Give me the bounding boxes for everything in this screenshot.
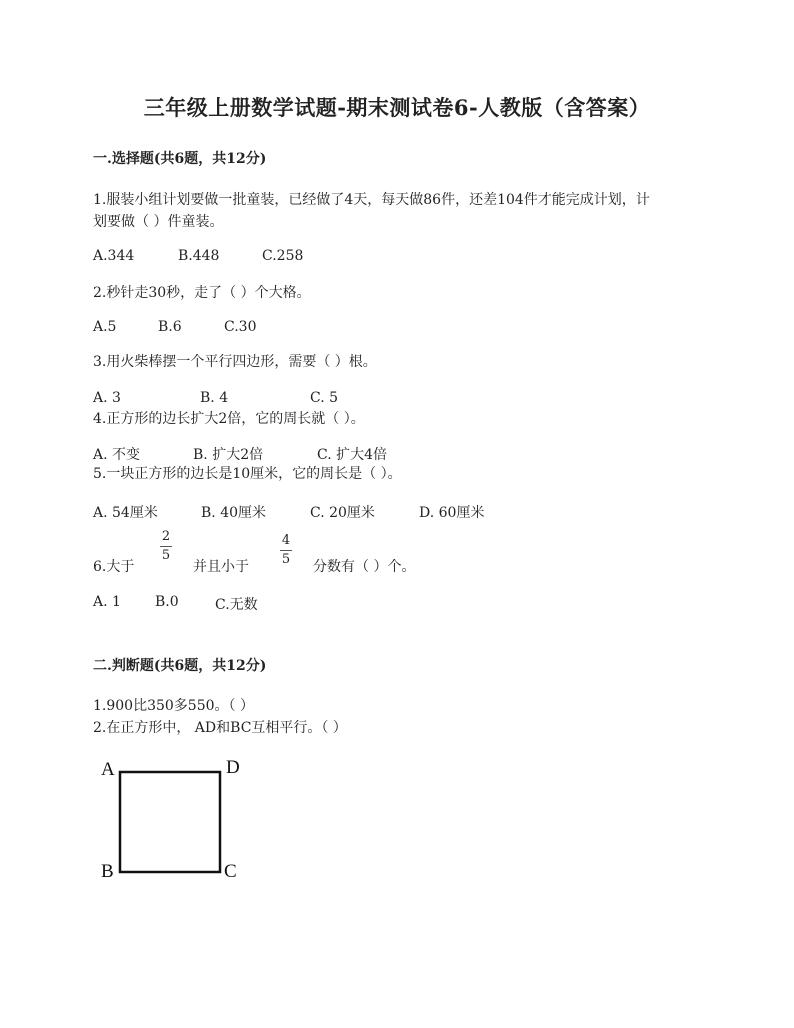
question-5-text: 5.一块正方形的边长是10厘米，它的周长是（ ）。	[93, 466, 402, 482]
square-outline	[120, 772, 220, 872]
fraction-1-numerator: 2	[161, 529, 171, 544]
question-4-text: 4.正方形的边长扩大2倍，它的周长就（ ）。	[93, 411, 365, 427]
question-4-option-a: A. 不变	[93, 447, 141, 463]
question-6-option-c: C.无数	[215, 597, 258, 613]
section-heading-judgement: 二.判断题(共6题，共12分)	[93, 658, 267, 674]
question-2-text: 2.秒针走30秒，走了（ ）个大格。	[93, 285, 311, 301]
vertex-label-b: B	[101, 861, 114, 882]
question-6-option-b: B.0	[155, 594, 179, 610]
question-3-option-b: B. 4	[200, 390, 229, 406]
fraction-1-bar	[160, 546, 172, 547]
question-6-part-2: 并且小于	[193, 559, 249, 575]
question-6-part-3: 分数有（ ）个。	[313, 559, 416, 575]
question-1-option-a: A.344	[93, 248, 135, 264]
square-figure	[95, 755, 255, 885]
page-title: 三年级上册数学试题-期末测试卷6-人教版（含答案）	[143, 95, 651, 120]
question-2-option-a: A.5	[93, 319, 117, 335]
question-1-option-b: B.448	[178, 248, 220, 264]
fraction-2-numerator: 4	[281, 533, 291, 548]
question-5-option-d: D. 60厘米	[419, 505, 485, 521]
judgement-2-text: 2.在正方形中， AD和BC互相平行。（ ）	[93, 720, 347, 736]
fraction-four-fifths	[278, 533, 294, 568]
vertex-label-a: A	[101, 759, 115, 780]
question-3-text: 3.用火柴棒摆一个平行四边形，需要（ ）根。	[93, 354, 377, 370]
question-2-option-b: B.6	[158, 319, 182, 335]
vertex-label-d: D	[226, 757, 240, 778]
fraction-1-denominator: 5	[161, 548, 171, 563]
question-2-option-c: C.30	[224, 319, 257, 335]
fraction-2-denominator: 5	[281, 552, 291, 567]
fraction-two-fifths	[158, 529, 174, 564]
question-6-part-1: 6.大于	[93, 559, 135, 575]
question-3-option-a: A. 3	[93, 390, 121, 406]
question-4-option-b: B. 扩大2倍	[193, 447, 264, 463]
section-heading-choice: 一.选择题(共6题，共12分)	[93, 151, 267, 167]
vertex-label-c: C	[224, 861, 237, 882]
question-4-option-c: C. 扩大4倍	[317, 447, 388, 463]
question-1-option-c: C.258	[262, 248, 304, 264]
question-3-option-c: C. 5	[310, 390, 339, 406]
question-5-option-c: C. 20厘米	[310, 505, 375, 521]
question-1-line-1: 1.服装小组计划要做一批童装，已经做了4天，每天做86件，还差104件才能完成计划，计	[93, 192, 650, 208]
question-5-option-b: B. 40厘米	[201, 505, 267, 521]
question-1-line-2: 划要做（ ）件童装。	[93, 214, 224, 230]
fraction-2-bar	[280, 550, 292, 551]
judgement-1-text: 1.900比350多550。（ ）	[93, 698, 254, 714]
question-6-option-a: A. 1	[93, 594, 121, 610]
question-5-option-a: A. 54厘米	[93, 505, 158, 521]
